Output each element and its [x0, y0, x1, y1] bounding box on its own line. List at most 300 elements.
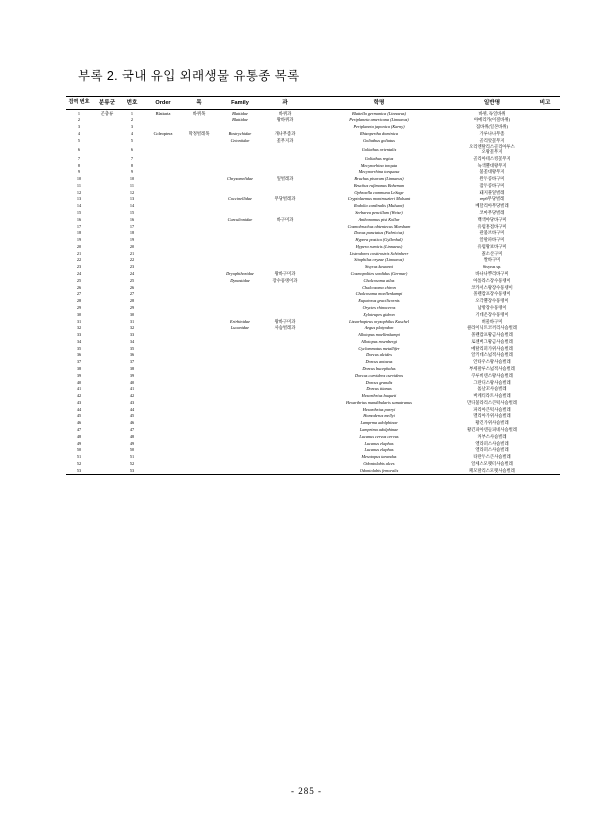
table-cell-kor: 클라이닉트코끼리사슴벌레 [467, 325, 517, 331]
table-cell-grp [92, 264, 122, 271]
table-cell-family: Dryophthoridae [226, 271, 254, 277]
table-cell-num: 21 [76, 250, 82, 256]
table-cell-kor: 쿠루비덴스왕사슴벌레 [471, 372, 513, 378]
table-cell-orderk [184, 373, 214, 380]
table-cell-note [530, 244, 560, 251]
table-cell-num: 3 [77, 124, 81, 130]
table-cell-kor: 알팔파바구미 [479, 237, 505, 243]
table-cell-orderk [184, 298, 214, 305]
table-cell-sci: Goliathus regius [364, 155, 394, 161]
table-row [66, 183, 560, 190]
table-cell-note [530, 400, 560, 407]
table-cell-grp [92, 345, 122, 352]
table-row [66, 366, 560, 373]
table-cell-orderk [184, 427, 214, 434]
table-cell-sci: Sitophilus oryzae (Linnaeus) [354, 257, 404, 263]
table-cell-familyk [266, 190, 304, 197]
table-cell-grp [92, 427, 122, 434]
table-cell-family [214, 144, 266, 155]
table-cell-order [142, 373, 184, 380]
table-cell-order [142, 339, 184, 346]
table-cell-sci: Hexarthrius mandibularis sumatranus [346, 399, 412, 405]
table-cell-no2: 51 [129, 454, 135, 460]
table-cell-no2: 6 [130, 146, 134, 152]
table-cell-orderk [184, 176, 214, 183]
table-cell-no2: 47 [129, 427, 135, 432]
table-cell-familyk [266, 420, 304, 427]
table-row [66, 169, 560, 176]
table-cell-note [530, 230, 560, 237]
table-cell-grp [92, 196, 122, 203]
table-cell-grp [92, 312, 122, 319]
table-cell-family [214, 124, 266, 131]
table-cell-family [214, 312, 266, 319]
table-cell-num: 42 [76, 393, 82, 399]
table-cell-order [142, 407, 184, 414]
table-cell-orderk [184, 366, 214, 373]
table-cell-note [530, 461, 560, 468]
table-cell-grp [92, 251, 122, 258]
table-cell-family [214, 366, 266, 373]
table-cell-grp [92, 440, 122, 447]
table-cell-kor: 그란디스왕사슴벌레 [473, 379, 511, 385]
table-cell-num: 23 [76, 264, 82, 270]
table-cell-note [530, 291, 560, 298]
table-cell-no2: 12 [129, 189, 135, 195]
table-cell-grp [92, 278, 122, 285]
table-row [66, 447, 560, 454]
table-cell-num: 36 [76, 352, 82, 358]
table-cell-orderk [184, 278, 214, 285]
table-row [66, 131, 560, 138]
table-cell-num: 6 [77, 146, 81, 152]
table-cell-kor: 백색야당바구미 [477, 216, 507, 222]
table-cell-familyk: 바퀴과 [278, 110, 292, 116]
table-row [66, 352, 560, 359]
table-cell-order [142, 434, 184, 441]
table-cell-num: 49 [76, 440, 82, 446]
col-header-taxon-group: 분류군 [92, 97, 122, 110]
table-cell-kor: 엘라퍼스사슴벌레 [475, 447, 509, 453]
table-cell-family [214, 447, 266, 454]
table-cell-sci: Dorcus titanus [366, 386, 392, 392]
table-row [66, 325, 560, 332]
table-cell-no2: 18 [129, 230, 135, 236]
table-cell-familyk [266, 427, 304, 434]
col-header-order: Order [142, 97, 184, 110]
table-cell-orderk [184, 210, 214, 217]
table-cell-grp [92, 203, 122, 210]
table-cell-kor: 아틀라스장수풍뎅이 [473, 277, 511, 283]
table-cell-num: 37 [76, 359, 82, 365]
table-cell-order [142, 305, 184, 312]
table-cell-note [530, 339, 560, 346]
table-cell-sci: Lucanus elaphus [364, 447, 394, 453]
table-cell-grp [92, 237, 122, 244]
table-cell-kor: 칡소산구미 [481, 250, 503, 256]
table-cell-orderk [184, 413, 214, 420]
table-cell-family [214, 434, 266, 441]
table-cell-no2: 22 [129, 257, 135, 263]
table-cell-kor: 골리앗꽃무지 [479, 137, 505, 143]
table-cell-sci: Hexarthrius buqueti [361, 393, 397, 399]
table-cell-grp [92, 131, 122, 138]
table-cell-order [142, 117, 184, 124]
table-cell-order: Coleoptera [153, 130, 173, 136]
table-cell-no2: 19 [129, 237, 135, 243]
table-row [66, 156, 560, 163]
table-cell-sci: Lamprima adolphinae [359, 427, 399, 432]
table-cell-no2: 2 [130, 117, 134, 123]
table-cell-orderk [184, 251, 214, 258]
table-cell-sci: Periplaneta americana (Linnaeus) [349, 117, 409, 123]
table-cell-familyk [266, 203, 304, 210]
table-cell-note [530, 190, 560, 197]
table-cell-note [530, 386, 560, 393]
table-cell-no2: 26 [129, 284, 135, 290]
table-cell-familyk [266, 366, 304, 373]
table-cell-sci: Dorcus curvidens curvidens [354, 372, 404, 378]
table-cell-sci: Anthonomus pisi Kollar [358, 216, 400, 222]
table-cell-no2: 35 [129, 345, 135, 351]
page-number: - 285 - [291, 786, 322, 796]
table-cell-no2: 23 [129, 264, 135, 270]
table-cell-family: Blattidae [232, 117, 248, 123]
table-cell-note [530, 366, 560, 373]
table-cell-order [142, 156, 184, 163]
table-cell-num: 34 [76, 338, 82, 344]
table-cell-familyk [266, 183, 304, 190]
table-cell-order [142, 325, 184, 332]
table-cell-grp [92, 169, 122, 176]
table-cell-no2: 28 [129, 298, 135, 304]
table-cell-orderk [184, 237, 214, 244]
table-cell-sci: Dorcus antaeus [365, 359, 393, 365]
table-cell-kor: 파리아큰턱사슴벌레 [473, 406, 511, 412]
table-row [66, 440, 560, 447]
table-cell-no2: 43 [129, 399, 135, 405]
table-cell-order [142, 144, 184, 155]
table-row [66, 427, 560, 434]
table-row [66, 413, 560, 420]
table-cell-familyk [266, 162, 304, 169]
table-cell-kor: 바퀴, 독일바퀴 [478, 110, 506, 116]
table-cell-orderk [184, 162, 214, 169]
table-cell-family [214, 420, 266, 427]
table-cell-familyk [266, 468, 304, 475]
table-row [66, 144, 560, 155]
table-cell-kor: 잠두콩바구미 [479, 182, 505, 188]
table-cell-kor: 벼물바구미 [481, 318, 503, 324]
table-cell-order [142, 169, 184, 176]
table-cell-sci: Lucanus elaphus [364, 440, 394, 446]
table-cell-kor: 로젠버그황금사슴벌레 [471, 338, 513, 344]
table-cell-sci: Chalcosoma atlas [363, 277, 395, 283]
table-cell-kor: 메탈리퍼가위사슴벌레 [471, 345, 513, 351]
table-cell-family [214, 223, 266, 230]
table-cell-familyk [266, 339, 304, 346]
table-cell-sci: Homoderus mellyi [363, 413, 395, 419]
table-cell-num: 48 [76, 433, 82, 439]
table-cell-familyk [266, 407, 304, 414]
table-row [66, 264, 560, 271]
table-cell-num: 45 [76, 413, 82, 419]
table-cell-order [142, 386, 184, 393]
table-cell-num: 33 [76, 332, 82, 338]
table-cell-orderk [184, 461, 214, 468]
table-cell-kor: 타란두스큰사슴벌레 [473, 454, 511, 460]
table-cell-num: 46 [76, 420, 82, 426]
table-cell-note [530, 352, 560, 359]
table-cell-no2: 7 [130, 155, 134, 161]
table-cell-familyk [266, 345, 304, 352]
table-cell-no2: 4 [130, 130, 134, 136]
table-row [66, 230, 560, 237]
table-cell-sci: Mecynorrhina torquasa [358, 169, 400, 175]
table-cell-num: 40 [76, 379, 82, 385]
table-cell-grp [92, 176, 122, 183]
table-cell-no2: 36 [129, 352, 135, 358]
table-row [66, 223, 560, 230]
table-cell-family [214, 203, 266, 210]
table-cell-note [530, 162, 560, 169]
table-row [66, 407, 560, 414]
table-cell-familyk [266, 461, 304, 468]
table-cell-family [214, 359, 266, 366]
table-cell-kor: 골리아테스킹꽃무지 [473, 155, 511, 161]
table-cell-family [214, 413, 266, 420]
table-cell-grp [92, 407, 122, 414]
table-cell-grp [92, 413, 122, 420]
table-cell-familyk [266, 210, 304, 217]
table-row [66, 117, 560, 124]
table-cell-note [530, 223, 560, 230]
table-cell-note [530, 196, 560, 203]
table-cell-orderk [184, 203, 214, 210]
table-cell-no2: 13 [129, 196, 135, 202]
col-header-family: Family [214, 97, 266, 110]
table-cell-kor: 만디불라리스큰턱사슴벌레 [467, 399, 517, 405]
table-cell-grp [92, 393, 122, 400]
page-title: 부록 2. 국내 유입 외래생물 유통종 목록 [78, 69, 300, 83]
table-cell-no2: 31 [129, 318, 135, 324]
table-cell-sci: Goliathus orientalis [361, 146, 397, 152]
table-cell-sci: Dorcus bucephalus [362, 365, 396, 371]
table-cell-orderk [184, 156, 214, 163]
table-cell-orderk [184, 379, 214, 386]
table-cell-note [530, 284, 560, 291]
table-cell-num: 22 [76, 257, 82, 263]
table-cell-order [142, 210, 184, 217]
table-cell-familyk [266, 332, 304, 339]
table-cell-sci: Rodolia cardinalis (Mulsant) [354, 203, 404, 209]
table-cell-note [530, 468, 560, 475]
table-cell-order [142, 400, 184, 407]
table-cell-sci: Chalcosoma moellenkampi [355, 291, 403, 297]
table-cell-grp [92, 291, 122, 298]
table-cell-num: 44 [76, 406, 82, 412]
table-cell-sci: Serbarea pencillum (Weise) [355, 210, 403, 215]
table-cell-grp [92, 284, 122, 291]
table-cell-note [530, 407, 560, 414]
table-body [66, 110, 560, 475]
table-cell-orderk [184, 386, 214, 393]
table-cell-no2: 11 [129, 182, 135, 188]
table-cell-kor: 멜리아가위사슴벌레 [473, 413, 511, 419]
table-cell-orderk [184, 190, 214, 197]
table-row [66, 257, 560, 264]
table-cell-num: 31 [76, 318, 82, 324]
table-cell-grp [92, 352, 122, 359]
table-cell-note [530, 325, 560, 332]
table-cell-note [530, 117, 560, 124]
table-cell-num: 43 [76, 399, 82, 405]
table-cell-family [214, 169, 266, 176]
table-cell-family [214, 251, 266, 258]
table-row [66, 386, 560, 393]
table-cell-note [530, 454, 560, 461]
table-cell-sci: Dorcus alcides [366, 352, 392, 358]
table-cell-kor: 코마무당벌레 [479, 210, 505, 215]
table-cell-orderk [184, 138, 214, 145]
col-header-common-name: 일반명 [454, 97, 530, 110]
table-cell-kor: 기데온장수풍뎅이 [475, 311, 509, 317]
table-cell-order [142, 345, 184, 352]
table-cell-orderk [184, 407, 214, 414]
table-row [66, 203, 560, 210]
table-cell-family [214, 440, 266, 447]
table-cell-order [142, 271, 184, 278]
table-cell-order [142, 176, 184, 183]
table-cell-note [530, 144, 560, 155]
table-cell-orderk [184, 230, 214, 237]
table-cell-kor: 유럽홍점바구미 [477, 223, 507, 229]
table-cell-grp [92, 373, 122, 380]
table-cell-kor: 알키데스넓적사슴벌레 [471, 352, 513, 358]
table-cell-sci: Rhizopertha dominica [359, 130, 399, 136]
table-cell-no2: 24 [129, 271, 135, 277]
table-cell-orderk [184, 223, 214, 230]
table-cell-sci: Hypera rumicis (Linnaeus) [355, 243, 403, 249]
table-cell-grp [92, 454, 122, 461]
table-cell-num: 13 [76, 196, 82, 202]
table-cell-sci: Oryctes rhinoceros [362, 304, 396, 310]
table-cell-kor: 유럽왕보바구미 [477, 243, 507, 249]
table-cell-grp [92, 117, 122, 124]
table-cell-note [530, 312, 560, 319]
table-cell-family [214, 339, 266, 346]
table-cell-sci: Donus punctatus (Fabricius) [354, 230, 404, 236]
table-cell-kor: 남방장수풍뎅이 [477, 304, 507, 310]
table-row [66, 345, 560, 352]
table-cell-order [142, 352, 184, 359]
table-cell-note [530, 427, 560, 434]
table-cell-num: 19 [76, 237, 82, 243]
col-header-quarantine-no: 검역 번호 [66, 97, 92, 110]
table-cell-kor: 몰렌캄프황금사슴벌레 [471, 332, 513, 338]
table-cell-order [142, 124, 184, 131]
species-table [66, 96, 560, 475]
table-cell-order: Blattaria [155, 110, 171, 116]
table-cell-family [214, 373, 266, 380]
table-cell-family [214, 332, 266, 339]
table-row [66, 359, 560, 366]
table-cell-familyk [266, 359, 304, 366]
table-row [66, 237, 560, 244]
col-header-scientific-name: 학명 [304, 97, 454, 110]
table-cell-num: 53 [66, 468, 92, 475]
table-cell-grp [92, 325, 122, 332]
table-cell-orderk [184, 271, 214, 278]
table-cell-familyk [266, 393, 304, 400]
table-cell-familyk [266, 454, 304, 461]
table-cell-grp [92, 190, 122, 197]
table-cell-grp [92, 124, 122, 131]
table-cell-orderk [184, 196, 214, 203]
table-cell-family: Chrysomelidae [226, 176, 254, 182]
table-cell-familyk [266, 251, 304, 258]
table-cell-kor: 돼지풀잎벌레 [479, 189, 505, 195]
table-cell-grp [92, 332, 122, 339]
table-cell-orderk [184, 183, 214, 190]
table-cell-no2: 8 [130, 162, 134, 168]
table-row [66, 271, 560, 278]
table-row [66, 217, 560, 224]
table-cell-no2: 15 [129, 210, 135, 215]
table-cell-order [142, 393, 184, 400]
table-cell-note [530, 176, 560, 183]
table-row [66, 434, 560, 441]
table-cell-grp [92, 305, 122, 312]
table-cell-order [142, 366, 184, 373]
table-cell-family: Curculionidae [227, 216, 253, 222]
table-cell-orderk [184, 447, 214, 454]
table-cell-order [142, 420, 184, 427]
table-cell-family [214, 298, 266, 305]
table-cell-sci: Xylotrupes gideon [363, 311, 395, 317]
table-cell-familyk [266, 284, 304, 291]
table-cell-kor: 페모랄리스모랫사슴벌레 [454, 468, 530, 475]
table-cell-note [530, 440, 560, 447]
table-cell-order [142, 251, 184, 258]
table-cell-note [530, 210, 560, 217]
table-cell-note [530, 379, 560, 386]
table-cell-note [530, 203, 560, 210]
table-cell-kor: 녹색뿔대왕무지 [477, 162, 507, 168]
table-cell-family [214, 305, 266, 312]
table-row [66, 379, 560, 386]
table-cell-no2: 1 [130, 110, 134, 116]
table-cell-note [530, 305, 560, 312]
table-cell-no2: 3 [130, 124, 134, 130]
table-cell-grp [92, 420, 122, 427]
table-cell-kor: 알세스모랫터사슴벌레 [471, 460, 513, 466]
table-cell-sci: Blattella germanica (Linnaeus) [352, 110, 406, 116]
table-cell-orderk: 딱정벌레목 [188, 130, 210, 136]
table-cell-sci: Ophraella communa LeSage [354, 189, 404, 195]
table-cell-familyk [266, 305, 304, 312]
table-cell-no2: 32 [129, 325, 135, 331]
table-cell-note [530, 183, 560, 190]
table-cell-num: 29 [76, 304, 82, 310]
table-cell-num: 10 [76, 176, 82, 182]
table-cell-familyk [266, 230, 304, 237]
table-cell-familyk: 사슴벌레과 [274, 325, 296, 331]
table-cell-orderk [184, 339, 214, 346]
table-cell-familyk [266, 352, 304, 359]
table-cell-note [530, 278, 560, 285]
table-cell-num: 7 [77, 155, 81, 161]
